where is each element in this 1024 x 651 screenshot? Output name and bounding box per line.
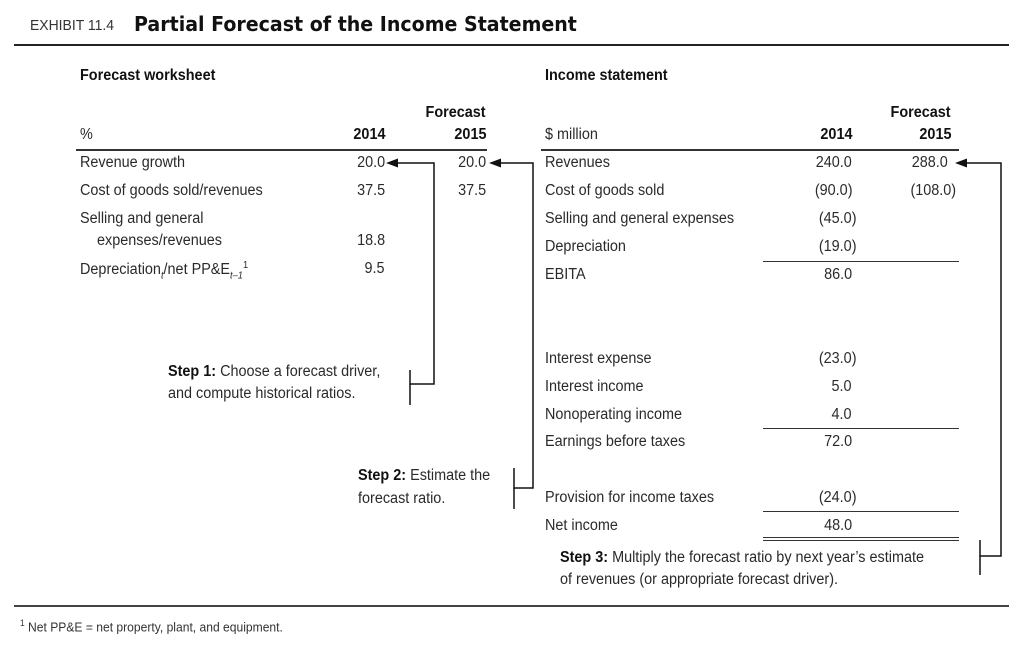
income-col-2015: 2015 (918, 126, 951, 143)
step3-annotation-cont: of revenues (or appropriate forecast driver). (560, 571, 839, 588)
income-row-hist: (24.0) (818, 489, 856, 506)
step2-annotation-cont: forecast ratio. (358, 490, 446, 507)
arrowhead-icon (386, 159, 398, 168)
income-row-hist: 4.0 (831, 406, 852, 423)
worksheet-row-label-cont: expenses/revenues (97, 232, 223, 249)
income-row-label: Net income (545, 517, 618, 534)
income-row-label: EBITA (545, 266, 586, 283)
income-row-label: Cost of goods sold (545, 182, 665, 199)
arrowhead-icon (955, 159, 967, 168)
worksheet-forecast-label: Forecast (425, 104, 486, 121)
worksheet-row-label: Revenue growth (80, 154, 185, 171)
income-row-label: Interest income (545, 378, 644, 395)
income-title: Income statement (545, 67, 668, 84)
income-row-hist: (23.0) (818, 350, 856, 367)
worksheet-title: Forecast worksheet (80, 67, 216, 84)
income-row-label: Interest expense (545, 350, 652, 367)
income-row-hist: 240.0 (815, 154, 852, 171)
worksheet-row-hist: 20.0 (356, 154, 385, 171)
income-row-hist: 5.0 (831, 378, 852, 395)
income-row-label: Selling and general expenses (545, 210, 735, 227)
income-row-label: Depreciation (545, 238, 626, 255)
exhibit-title: Partial Forecast of the Income Statement (134, 12, 577, 36)
step1-annotation-cont: and compute historical ratios. (168, 385, 356, 402)
worksheet-row-fcst: 37.5 (457, 182, 486, 199)
income-row-fcst: (108.0) (910, 182, 956, 199)
income-row-hist: 72.0 (823, 433, 852, 450)
worksheet-row-label: Selling and general (80, 210, 204, 227)
income-row-hist: (90.0) (814, 182, 852, 199)
footer-rule (14, 605, 1009, 607)
exhibit-label: EXHIBIT 11.4 (30, 17, 115, 34)
income-forecast-label: Forecast (890, 104, 951, 121)
income-row-label: Nonoperating income (545, 406, 683, 423)
step3-annotation: Step 3: Multiply the forecast ratio by next year’s estimate (560, 549, 925, 566)
income-row-label: Revenues (545, 154, 610, 171)
worksheet-unit: % (80, 126, 93, 143)
income-row-label: Provision for income taxes (545, 489, 715, 506)
worksheet-col-2014: 2014 (352, 126, 385, 143)
footnote: $^1$ Net PP&E = net property, plant, and equipment. (20, 618, 283, 635)
step2-annotation: Step 2: Estimate the (358, 467, 491, 484)
step1-annotation: Step 1: Choose a forecast driver, (168, 363, 381, 380)
income-row-hist: 48.0 (823, 517, 852, 534)
income-row-hist: (19.0) (818, 238, 856, 255)
worksheet-row-hist: 18.8 (356, 232, 385, 249)
worksheet-col-2015: 2015 (453, 126, 486, 143)
worksheet-row-hist: 9.5 (364, 260, 385, 277)
worksheet-row-label: Cost of goods sold/revenues (80, 182, 263, 199)
worksheet-row-hist: 37.5 (356, 182, 385, 199)
income-row-label: Earnings before taxes (545, 433, 686, 450)
worksheet-row-label-depreciation: Depreciation$_t$/net $PP\&E_{t-1}^1$ (80, 260, 249, 282)
income-row-hist: 86.0 (823, 266, 852, 283)
income-col-2014: 2014 (819, 126, 852, 143)
income-row-fcst: 288.0 (911, 154, 948, 171)
arrowhead-icon (489, 159, 501, 168)
income-row-hist: (45.0) (818, 210, 856, 227)
income-unit: $ million (545, 126, 598, 143)
worksheet-row-fcst: 20.0 (457, 154, 486, 171)
